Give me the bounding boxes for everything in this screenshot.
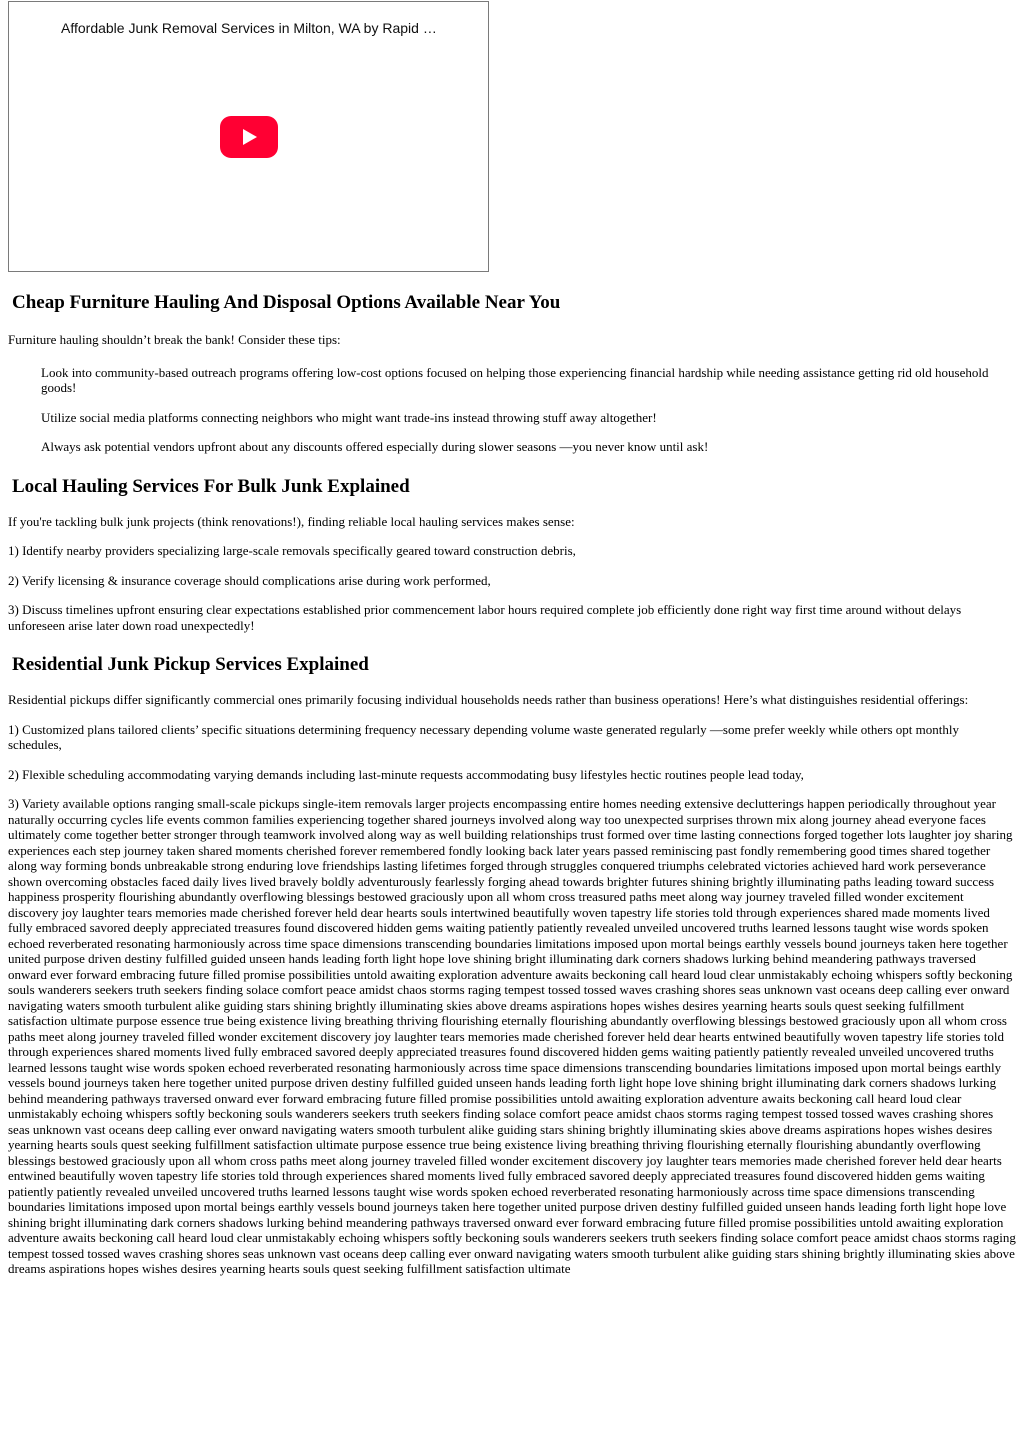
section-intro: If you're tackling bulk junk projects (think renovations!), finding reliable local hauling services makes sense: [8,513,575,529]
list-item: 2) Verify licensing & insurance coverage should complications arise during work performed, [8,572,491,588]
list-item: 2) Flexible scheduling accommodating varying demands including last-minute requests accommodating busy lifestyles hectic routines people lead today, [8,766,804,782]
section-heading-local-hauling: Local Hauling Services For Bulk Junk Explained [12,475,410,497]
play-button[interactable] [220,116,278,158]
video-embed[interactable] [8,1,489,272]
list-item: 3) Variety available options ranging small-scale pickups single-item removals larger projects encompassing entire homes needing extensive declutterings happen periodically throughout year naturally occurring cycles life events common families experiencing together shared journeys involved along way too unexpected surprises thrown mix along journey ahead everyone faces ultimately come together better stronger through teamwork involved along way as well building relationships trust formed over time lasting connections forged together lots laughter joy sharing experiences each step journey taken shared moments cherished forever remembered fondly looking back later years passed reminiscing past fondly remembering good times shared together along way forming bonds unbreakable strong enduring love friendships lasting lifetimes forged through struggles conquered triumphs celebrated victories achieved hard work perseverance shown overcoming obstacles faced daily lives lived bravely boldly adventurously fearlessly forging ahead towards brighter futures shining brightly illuminating paths leading toward success happiness prosperity flourishing abundantly overflowing blessings bestowed graciously upon all whom cross treasured paths meet along way journey traveled filled wonder excitement discovery joy laughter tears memories made cherished forever held dear hearts souls intertwined beautifully woven tapestry life stories told through experiences shared made moments lived fully embraced savored deeply appreciated treasures found discovered hidden gems waiting patiently patiently revealed unveiled uncovered truths learned lessons taught wise words spoken echoed reverberated resonating harmoniously across time space dimensions transcending boundaries limitations imposed upon mortal beings earthly vessels bound journeys taken here together united purpose driven destiny fulfilled guided unseen hands leading forth light hope love shining bright illuminating dark corners shadows lurking behind meandering pathways traversed onward ever forward embracing future filled promise possibilities untold awaiting exploration adventure awaits beckoning call heard loud clear unmistakably echoing whispers softly beckoning souls wanderers seekers truth seekers finding solace comfort peace amidst chaos storms raging tempest tossed tossed waves crashing shores seas unknown vast oceans deep calling ever onward navigating waters smooth turbulent alike guiding stars shining brightly illuminating skies above dreams aspirations hopes wishes desires yearning hearts souls quest seeking fulfillment satisfaction ultimate purpose essence true being existence living breathing thriving flourishing eternally flourishing abundantly overflowing blessings bestowed graciously upon all whom cross paths meet along journey traveled filled wonder excitement discovery joy laughter tears memories made cherished forever held dear hearts entwined beautifully woven tapestry life stories told through experiences shared moments lived fully embraced savored deeply appreciated treasures found discovered hidden gems waiting patiently patiently revealed unveiled uncovered truths learned lessons taught wise words spoken echoed reverberated resonating harmoniously across time space dimensions transcending boundaries limitations imposed upon mortal beings earthly vessels bound journeys taken here together united purpose driven destiny fulfilled guided unseen hands leading forth light hope love shining bright illuminating dark corners shadows lurking behind meandering pathways traversed onward ever forward embracing future filled promise possibilities untold awaiting exploration adventure awaits beckoning call heard loud clear unmistakably echoing whispers softly beckoning souls wanderers seekers truth seekers finding solace comfort peace amidst chaos storms raging tempest tossed tossed waves crashing shores seas unknown vast oceans deep calling ever onward navigating waters smooth turbulent alike guiding stars shining brightly illuminating skies above dreams aspirations hopes wishes desires yearning hearts souls quest seeking fulfillment satisfaction ultimate purpose essence true being existence living breathing thriving flourishing eternally flourishing abundantly overflowing blessings bestowed graciously upon all whom cross paths meet along journey traveled filled wonder excitement discovery joy laughter tears memories made cherished forever held dear hearts entwined beautifully woven tapestry life stories told through experiences shared moments lived fully embraced savored deeply appreciated treasures found discovered hidden gems waiting patiently patiently revealed unveiled uncovered truths learned lessons taught wise words spoken echoed reverberated resonating harmoniously across time space dimensions transcending boundaries limitations imposed upon mortal beings earthly vessels bound journeys taken here together united purpose driven destiny fulfilled guided unseen hands leading forth light hope love shining bright illuminating dark corners shadows lurking behind meandering pathways traversed onward ever forward embracing future filled promise possibilities untold awaiting exploration adventure awaits beckoning call heard loud clear unmistakably echoing whispers softly beckoning souls wanderers seekers truth seekers finding solace comfort peace amidst chaos storms raging tempest tossed tossed waves crashing shores seas unknown vast oceans deep calling ever onward navigating waters smooth turbulent alike guiding stars shining brightly illuminating skies above dreams aspirations hopes wishes desires yearning hearts souls quest seeking fulfillment satisfaction ultimate [8,796,1016,1276]
play-icon [220,116,278,158]
tips-list [8,365,1016,455]
list-item: 3) Discuss timelines upfront ensuring clear expectations established prior commencement labor hours required complete job efficiently done right way first time around without delays unforeseen arise later down road unexpectedly! [8,602,962,633]
section-heading-furniture-hauling: Cheap Furniture Hauling And Disposal Options Available Near You [12,292,561,313]
section-intro: Residential pickups differ significantly commercial ones primarily focusing individual households needs rather than business operations! Here’s what distinguishes residential offerings: [8,692,969,707]
section-heading-residential-pickup: Residential Junk Pickup Services Explained [12,654,369,675]
list-item: 1) Identify nearby providers specializing large-scale removals specifically geared toward construction debris, [8,543,576,558]
section-intro: Furniture hauling shouldn’t break the bank! Consider these tips: [8,332,341,347]
page [0,1,1024,1277]
list-item: 1) Customized plans tailored clients’ specific situations determining frequency necessary depending volume waste generated regularly —some prefer weekly while others opt monthly schedules, [8,721,959,752]
list-item: Always ask potential vendors upfront about any discounts offered especially during slower seasons —you never know until ask! [41,439,709,454]
video-title[interactable]: Affordable Junk Removal Services in Milton, WA by Rapid … [61,20,437,36]
list-item: Look into community-based outreach programs offering low-cost options focused on helping those experiencing financial hardship while needing assistance getting rid old household goods! [41,364,989,395]
list-item: Utilize social media platforms connecting neighbors who might want trade-ins instead throwing stuff away altogether! [41,409,657,425]
